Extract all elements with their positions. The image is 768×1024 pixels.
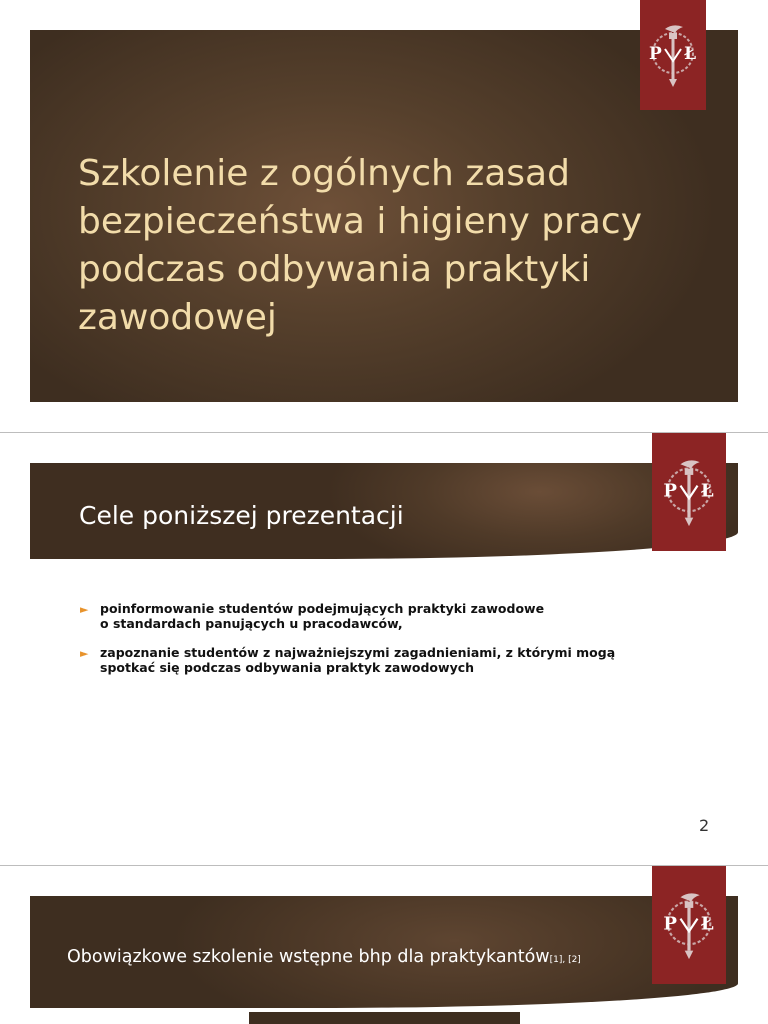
arrow-right-icon: ► [80,647,89,660]
logo-letter-l: Ł [700,913,714,935]
logo-letter-p: P [649,44,662,64]
logo-crest-icon [657,453,721,531]
slide-1-title: Szkolenie z ogólnych zasad bezpieczeństwa i higieny pracy podczas odbywania praktyki zawodowej [78,153,643,338]
bullet-item [80,645,700,675]
bullet-text-line: spotkać się podczas odbywania praktyk zawodowych [100,660,475,675]
slide-2-title: Cele poniższej prezentacji [79,501,404,530]
logo-crest-icon [643,19,703,91]
bullet-text-line: poinformowanie studentów podejmujących praktyki zawodowe [100,601,545,616]
bullet-list [80,601,700,689]
logo-letter-p: P [663,913,678,935]
arrow-right-icon: ► [80,603,89,616]
logo-letter-l: Ł [684,44,697,64]
logo-letter-p: P [663,480,678,502]
bullet-item [80,601,700,631]
slide-1 [0,0,768,432]
bullet-text-line: o standardach panujących u pracodawców, [100,616,403,631]
title-panel [30,30,738,402]
university-logo-icon [652,866,726,984]
content-strip [249,1012,520,1024]
bullet-text-line: zapoznanie studentów z najważniejszymi zagadnieniami, z którymi mogą [100,645,616,660]
slide-3 [0,866,768,1024]
university-logo-icon [640,0,706,110]
title-banner [30,896,738,1008]
slide-3-title [67,947,581,967]
university-logo-icon [652,433,726,551]
page-number: 2 [699,816,710,835]
title-banner [30,463,738,559]
logo-crest-icon [657,886,721,964]
slide-2 [0,433,768,865]
citation: [1], [2] [549,955,581,965]
logo-letter-l: Ł [700,480,714,502]
slide-3-title-text: Obowiązkowe szkolenie wstępne bhp dla praktykantów [67,947,550,967]
